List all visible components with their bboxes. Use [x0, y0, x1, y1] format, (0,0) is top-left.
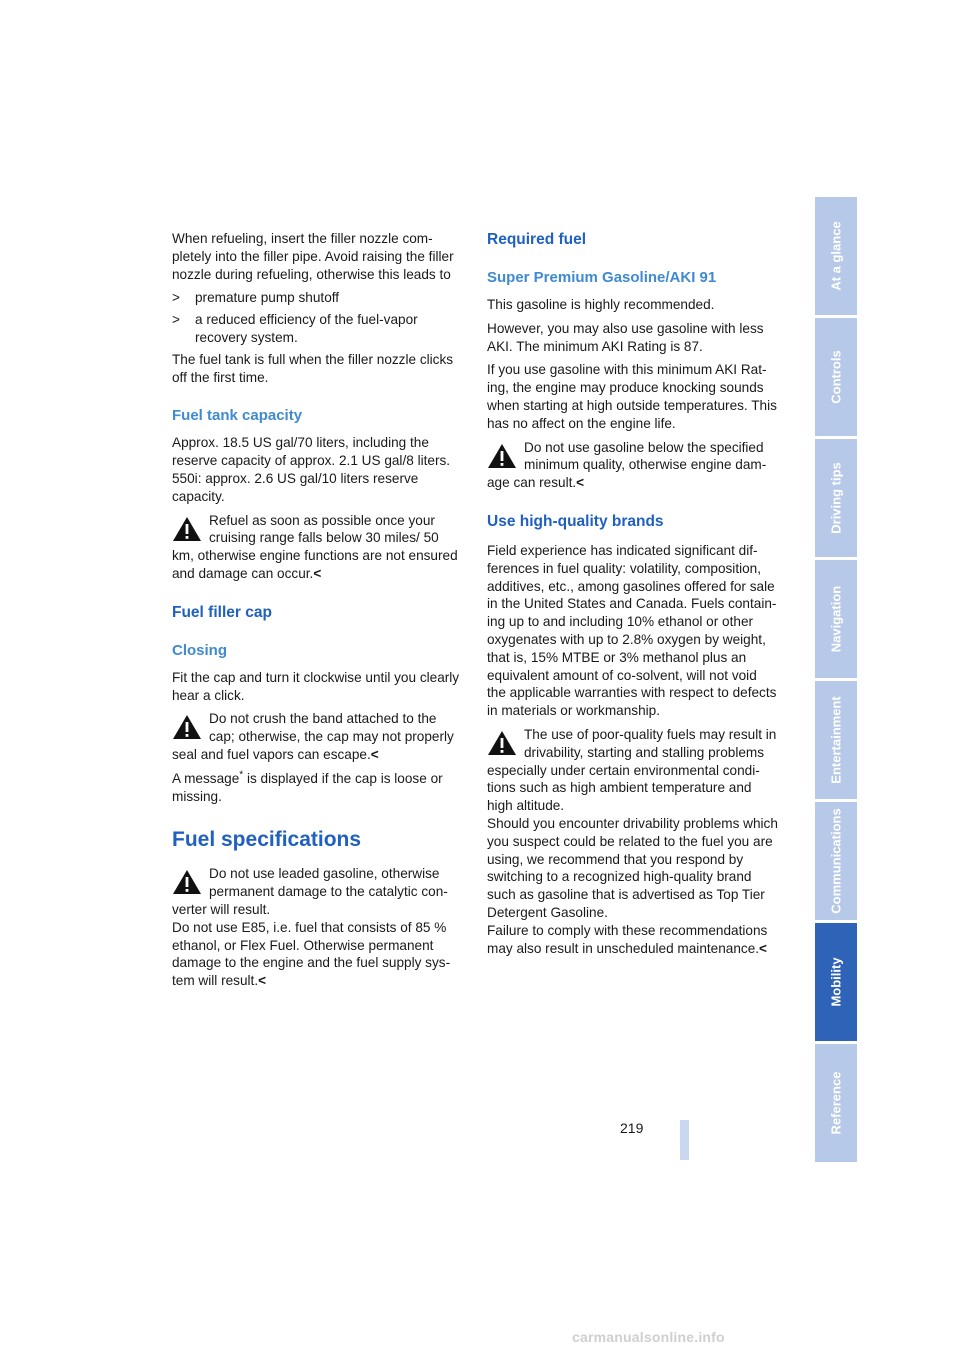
required-heading: Required fuel [487, 231, 587, 248]
warning-text: The use of poor-quality fuels may result in drivability, starting and stalling problems especially under certain environmental condi-tions such as high ambient temperature and high altitude. [487, 726, 777, 814]
brands-warning [487, 726, 779, 957]
bullet-mark: > [172, 312, 180, 328]
page-number: 219 [620, 1120, 644, 1136]
end-mark: < [370, 746, 379, 762]
warning-triangle-icon [172, 516, 202, 542]
premium-heading: Super Premium Gasoline/AKI 91 [487, 269, 717, 286]
capacity-heading: Fuel tank capacity [172, 407, 303, 425]
spec-heading: Fuel specifications [172, 828, 362, 852]
bullet-mark: > [172, 290, 180, 306]
right-column [487, 230, 779, 963]
tab-entertainment[interactable]: Entertainment [815, 681, 857, 799]
list-item [172, 289, 464, 307]
warning-text: Do not use gasoline below the specified minimum quality, otherwise engine dam-age can result. [487, 439, 767, 491]
premium-p2: However, you may also use gasoline with less AKI. The minimum AKI Rating is 87. [487, 320, 764, 354]
tab-reference[interactable]: Reference [815, 1044, 857, 1162]
cap-heading: Fuel filler cap [172, 603, 272, 621]
warning-triangle-icon [487, 730, 517, 756]
list-item [172, 311, 464, 347]
closing-heading: Closing [172, 641, 227, 659]
premium-p3: If you use gasoline with this minimum AKI Rat-ing, the engine may produce knocking sounds when starting at high outside temperatures. This has no affect on the engine life. [487, 362, 777, 431]
capacity-warning [172, 512, 464, 583]
bullet-text: premature pump shutoff [195, 290, 340, 306]
tab-controls[interactable]: Controls [815, 318, 857, 436]
warning-triangle-icon [487, 443, 517, 469]
chapter-sidebar [815, 197, 857, 1165]
brands-heading: Use high-quality brands [487, 512, 664, 530]
asterisk-mark: * [239, 769, 244, 781]
end-mark: < [759, 940, 767, 956]
end-mark: < [576, 475, 585, 491]
page-marker-bar [680, 1120, 689, 1160]
warning-text: Do not use E85, i.e. fuel that consists of 85 % ethanol, or Flex Fuel. Otherwise permanent damage to the engine and the fuel supply sys-tem will result. [172, 919, 451, 989]
bullet-text: a reduced efficiency of the fuel-vapor recovery system. [195, 312, 418, 345]
warning-text: Do not use leaded gasoline, otherwise permanent damage to the catalytic con-verter will result. [172, 866, 448, 917]
left-column [172, 230, 464, 996]
message-note: A message* is displayed if the cap is loose or missing. [172, 769, 443, 804]
tab-driving-tips[interactable]: Driving tips [815, 439, 857, 557]
refuel-intro: When refueling, insert the filler nozzle com-pletely into the filler pipe. Avoid raising the filler nozzle during refueling, otherwise this leads to [172, 231, 454, 282]
warning-text: Refuel as soon as possible once your cruising range falls below 30 miles/ 50 km, otherwise engine functions are not ensured and damage can occur. [172, 512, 458, 581]
spec-warning [172, 865, 464, 990]
warning-text: Do not crush the band attached to the cap; otherwise, the cap may not properly seal and fuel vapors can escape. [172, 711, 454, 762]
end-mark: < [258, 973, 267, 989]
tab-navigation[interactable]: Navigation [815, 560, 857, 678]
aki-warning [487, 439, 779, 492]
warning-triangle-icon [172, 714, 202, 740]
tab-at-a-glance[interactable]: At a glance [815, 197, 857, 315]
warning-text: Failure to comply with these recommendations may also result in unscheduled maintenance. [487, 922, 768, 956]
tab-mobility[interactable]: Mobility [815, 923, 857, 1041]
closing-text: Fit the cap and turn it clockwise until you clearly hear a click. [172, 669, 460, 703]
end-mark: < [313, 565, 322, 581]
warning-text: Should you encounter drivability problems which you suspect could be related to the fuel you are using, we recommend that you respond by switching to a recognized high-quality brand such as gasoline that is advertised as Top Tier Detergent Gasoline. [487, 815, 778, 920]
watermark: carmanualsonline.info [572, 1329, 725, 1345]
premium-p1: This gasoline is highly recommended. [487, 297, 715, 312]
warning-triangle-icon [172, 869, 202, 895]
closing-warning [172, 710, 464, 763]
tab-communications[interactable]: Communications [815, 802, 857, 920]
full-note: The fuel tank is full when the filler nozzle clicks off the first time. [172, 351, 454, 385]
brands-text: Field experience has indicated significant dif-ferences in fuel quality: volatility, composition, additives, etc., among gasolines offered for sale in the United States and Canada. Fuels contain-ing up to and including 10% ethanol or other oxygenates with up to 2.8% oxygen by weight, that is, 15% MTBE or 3% methanol plus an equivalent amount of co-solvent, will not void the applicable warranties with respect to defects in materials or workmanship. [487, 542, 777, 719]
capacity-text: Approx. 18.5 US gal/70 liters, including the reserve capacity of approx. 2.1 US gal/8 liters. 550i: approx. 2.6 US gal/10 liters reserve capacity. [172, 435, 451, 504]
